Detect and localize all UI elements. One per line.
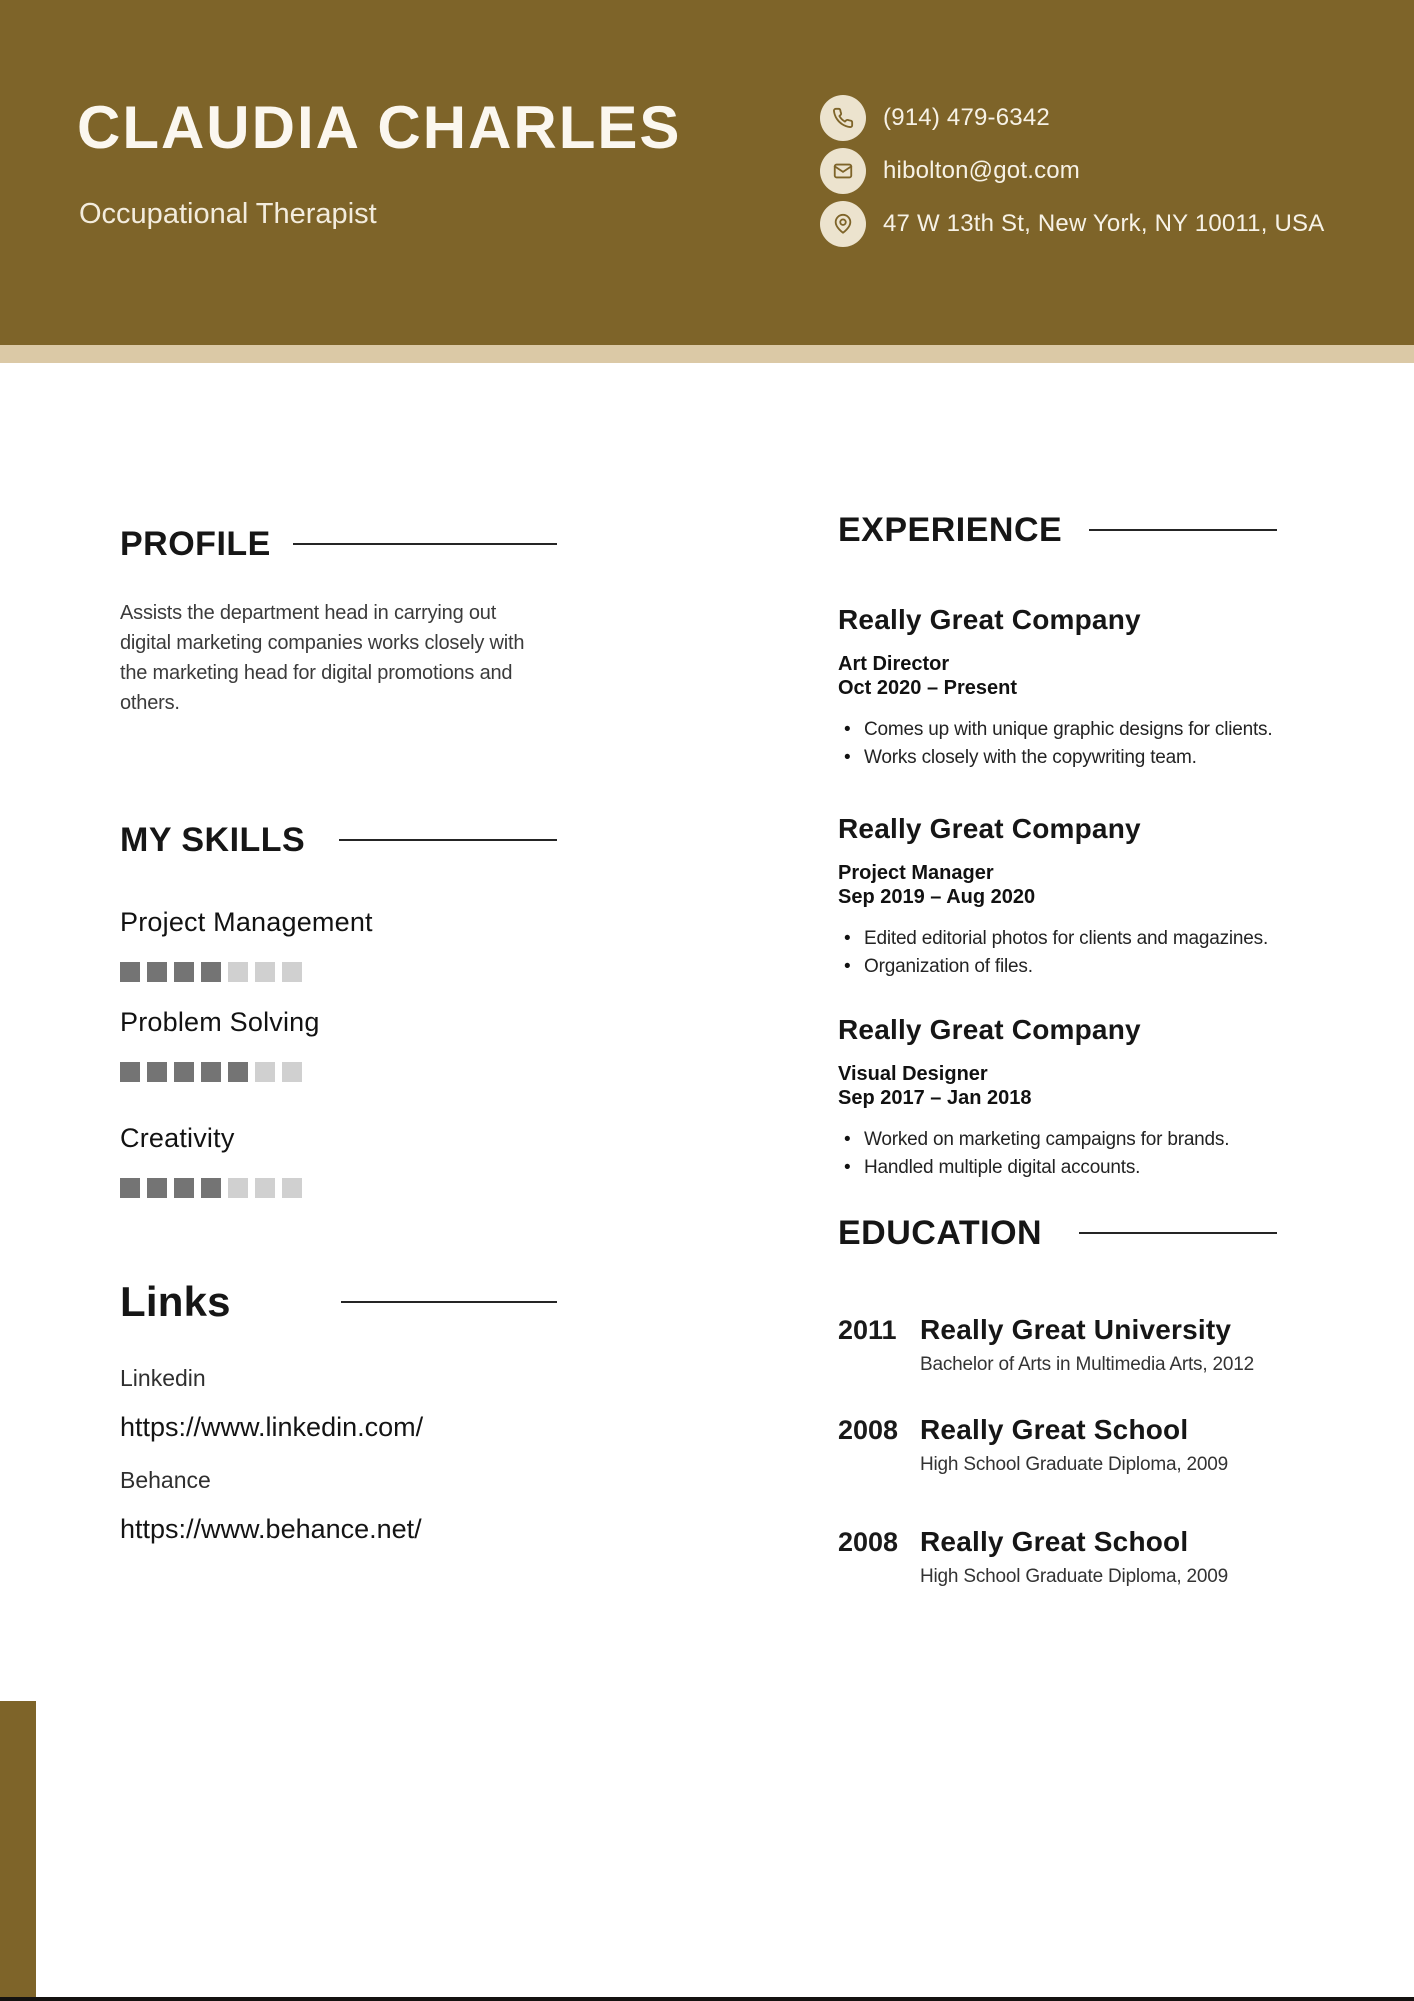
skill-item bbox=[120, 1006, 557, 1082]
skill-level-bar bbox=[120, 1178, 557, 1198]
skill-square-filled bbox=[147, 1178, 167, 1198]
profile-heading-row bbox=[120, 524, 557, 564]
skills-heading-rule bbox=[339, 839, 557, 841]
skill-square-empty bbox=[282, 1178, 302, 1198]
experience-dates: Sep 2019 – Aug 2020 bbox=[838, 886, 1036, 908]
skills-heading-row bbox=[120, 820, 557, 860]
skill-square-empty bbox=[255, 1178, 275, 1198]
education-entry bbox=[838, 1525, 1277, 1589]
education-year: 2008 bbox=[838, 1415, 899, 1445]
profile-text-line: others. bbox=[120, 692, 180, 714]
skill-square-filled bbox=[120, 1178, 140, 1198]
experience-dates: Sep 2017 – Jan 2018 bbox=[838, 1087, 1032, 1109]
skill-square-empty bbox=[282, 1062, 302, 1082]
profile-heading-rule bbox=[293, 543, 557, 545]
education-detail: High School Graduate Diploma, 2009 bbox=[920, 1454, 1228, 1475]
skill-square-filled bbox=[201, 962, 221, 982]
experience-entry bbox=[838, 813, 1277, 978]
header bbox=[0, 0, 1414, 345]
contact-row-email bbox=[820, 148, 1324, 194]
contact-row-address bbox=[820, 201, 1324, 247]
contact-email-text: hibolton@got.com bbox=[883, 157, 1081, 184]
links-heading-rule bbox=[341, 1301, 557, 1303]
experience-bullet: • Works closely with the copywriting team. bbox=[838, 746, 1277, 769]
experience-company: Really Great Company bbox=[838, 604, 1141, 635]
profile-text-line: digital marketing companies works closely with bbox=[120, 632, 525, 654]
experience-heading: EXPERIENCE bbox=[838, 510, 1063, 549]
skill-square-empty bbox=[228, 962, 248, 982]
skill-square-empty bbox=[255, 1062, 275, 1082]
skill-square-filled bbox=[120, 1062, 140, 1082]
skills-section bbox=[120, 820, 557, 1198]
location-icon bbox=[820, 201, 866, 247]
education-section bbox=[838, 1213, 1277, 1589]
experience-bullets bbox=[838, 927, 1277, 978]
profile-text-line: Assists the department head in carrying out bbox=[120, 602, 497, 624]
skill-square-filled bbox=[174, 962, 194, 982]
education-year: 2011 bbox=[838, 1315, 897, 1345]
link-url-behance[interactable]: https://www.behance.net/ bbox=[120, 1514, 422, 1544]
education-heading-row bbox=[838, 1213, 1277, 1253]
experience-section bbox=[838, 510, 1277, 1184]
skill-name: Creativity bbox=[120, 1123, 235, 1153]
skill-square-filled bbox=[201, 1178, 221, 1198]
contact-row-phone bbox=[820, 95, 1324, 141]
contact-phone-text: (914) 479-6342 bbox=[883, 104, 1050, 131]
skill-square-filled bbox=[174, 1178, 194, 1198]
education-school: Really Great School bbox=[920, 1526, 1189, 1557]
skill-square-filled bbox=[174, 1062, 194, 1082]
experience-company: Really Great Company bbox=[838, 1014, 1141, 1045]
experience-heading-rule bbox=[1089, 529, 1277, 531]
links-heading-row bbox=[120, 1276, 557, 1328]
mail-icon bbox=[820, 148, 866, 194]
person-name: CLAUDIA CHARLES bbox=[77, 94, 682, 161]
experience-role: Project Manager bbox=[838, 862, 994, 884]
header-accent-strip bbox=[0, 345, 1414, 363]
skill-name: Project Management bbox=[120, 907, 373, 937]
experience-role: Art Director bbox=[838, 653, 950, 675]
education-year: 2008 bbox=[838, 1527, 899, 1557]
contact-block bbox=[820, 95, 1324, 247]
experience-entry bbox=[838, 1014, 1277, 1179]
education-detail: Bachelor of Arts in Multimedia Arts, 2012 bbox=[920, 1354, 1254, 1375]
left-accent-bar bbox=[0, 1701, 36, 1997]
phone-icon bbox=[820, 95, 866, 141]
experience-dates: Oct 2020 – Present bbox=[838, 677, 1017, 699]
education-entry bbox=[838, 1413, 1277, 1477]
skill-item bbox=[120, 1122, 557, 1198]
experience-bullet: • Handled multiple digital accounts. bbox=[838, 1156, 1277, 1179]
education-school: Really Great University bbox=[920, 1314, 1232, 1345]
experience-entry bbox=[838, 604, 1277, 769]
links-heading: Links bbox=[120, 1278, 231, 1325]
bottom-edge-line bbox=[0, 1997, 1414, 2001]
skill-name: Problem Solving bbox=[120, 1007, 320, 1037]
experience-bullets bbox=[838, 718, 1277, 769]
profile-text bbox=[120, 598, 557, 718]
skill-square-filled bbox=[120, 962, 140, 982]
experience-company: Really Great Company bbox=[838, 813, 1141, 844]
skill-item bbox=[120, 906, 557, 982]
link-label: Linkedin bbox=[120, 1365, 206, 1391]
education-detail: High School Graduate Diploma, 2009 bbox=[920, 1566, 1228, 1587]
person-job-title: Occupational Therapist bbox=[79, 198, 377, 230]
profile-text-line: the marketing head for digital promotions and bbox=[120, 662, 513, 684]
skill-square-filled bbox=[147, 1062, 167, 1082]
contact-address-text: 47 W 13th St, New York, NY 10011, USA bbox=[883, 210, 1325, 237]
skill-level-bar bbox=[120, 1062, 557, 1082]
education-entry bbox=[838, 1313, 1277, 1377]
skills-heading: MY SKILLS bbox=[120, 820, 306, 859]
education-school: Really Great School bbox=[920, 1414, 1189, 1445]
profile-section bbox=[120, 524, 557, 718]
skill-level-bar bbox=[120, 962, 557, 982]
experience-bullet: • Organization of files. bbox=[838, 955, 1277, 978]
profile-heading: PROFILE bbox=[120, 524, 271, 563]
skill-square-empty bbox=[255, 962, 275, 982]
experience-heading-row bbox=[838, 510, 1277, 550]
education-heading-rule bbox=[1079, 1232, 1277, 1234]
links-section bbox=[120, 1276, 557, 1546]
skill-square-filled bbox=[147, 962, 167, 982]
experience-bullet: • Edited editorial photos for clients and magazines. bbox=[838, 927, 1277, 950]
skill-square-empty bbox=[228, 1178, 248, 1198]
link-url-linkedin[interactable]: https://www.linkedin.com/ bbox=[120, 1412, 424, 1442]
link-label: Behance bbox=[120, 1467, 211, 1493]
experience-bullet: • Worked on marketing campaigns for brands. bbox=[838, 1128, 1277, 1151]
experience-role: Visual Designer bbox=[838, 1063, 988, 1085]
education-heading: EDUCATION bbox=[838, 1213, 1043, 1252]
experience-bullets bbox=[838, 1128, 1277, 1179]
skill-square-filled bbox=[228, 1062, 248, 1082]
skill-square-empty bbox=[282, 962, 302, 982]
experience-bullet: • Comes up with unique graphic designs for clients. bbox=[838, 718, 1277, 741]
skill-square-filled bbox=[201, 1062, 221, 1082]
